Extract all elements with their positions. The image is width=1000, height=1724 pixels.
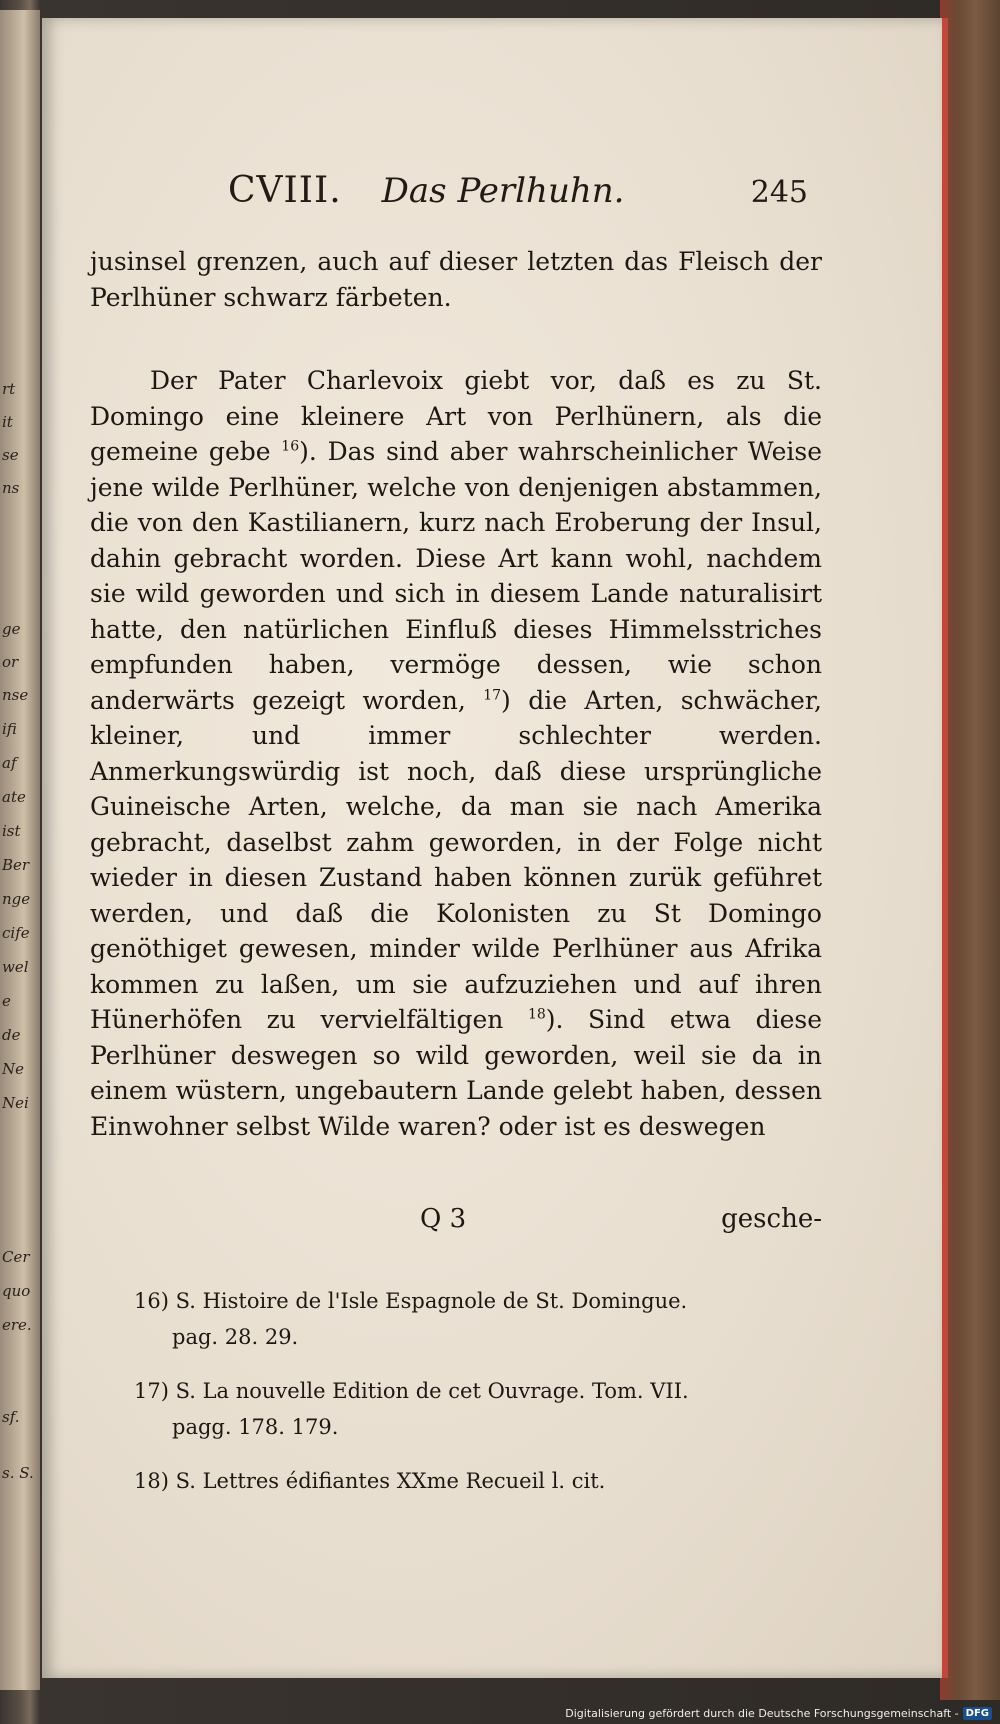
left-fragment: quo bbox=[2, 1284, 31, 1299]
running-header bbox=[228, 170, 808, 230]
footnote bbox=[134, 1373, 834, 1445]
footnote bbox=[134, 1463, 834, 1499]
text-run: Der Pater Charlevoix giebt vor, daß es zu St. Domingo eine kleinere Art von Perlhünern, als die gemeine gebe bbox=[90, 366, 822, 466]
left-fragment: ere. bbox=[2, 1318, 32, 1333]
page-number: 245 bbox=[750, 175, 808, 210]
left-fragment: ist bbox=[2, 824, 21, 839]
text-run: ). Sind etwa diese Perlhüner deswegen so wild geworden, weil sie da in einem wüstern, ungebautern Lande gelebt haben, dessen Einwohner selbst Wilde waren? oder ist es deswegen bbox=[90, 1005, 822, 1141]
signature-mark: Q 3 bbox=[420, 1204, 467, 1234]
footnote-number: 18) S. bbox=[134, 1469, 196, 1493]
text-run: ). Das sind aber wahrscheinlicher Weise jene wilde Perlhüner, welche von denjenigen abstammen, die von den Kastilianern, kurz nach Eroberung der Insul, dahin gebracht worden. Diese Art kann wohl, nachdem sie wild geworden und sich in diesem Lande naturalisirt hatte, den natürlichen Einfluß dieses Himmelsstriches empfunden haben, vermöge dessen, wie schon anderwärts gezeigt worden, bbox=[90, 437, 823, 715]
text-line: der Perlhüner schwarz färbeten. bbox=[90, 247, 822, 312]
footnotes bbox=[134, 1283, 834, 1517]
left-fragment: sf. bbox=[2, 1410, 20, 1425]
footnote bbox=[134, 1283, 834, 1355]
book-page bbox=[42, 18, 948, 1678]
footnote-text: Histoire de l'Isle Espagnole de St. Domingue. bbox=[202, 1289, 688, 1313]
left-fragment: nse bbox=[2, 688, 29, 703]
left-fragment: s. S. bbox=[2, 1466, 34, 1481]
left-fragment: nge bbox=[2, 892, 31, 907]
left-fragment: Ne bbox=[2, 1062, 25, 1077]
left-fragment: wel bbox=[2, 960, 29, 975]
left-fragment: Ber bbox=[2, 858, 30, 873]
catchword: gesche- bbox=[721, 1204, 822, 1234]
left-page-edge bbox=[0, 10, 40, 1690]
credit-text: Digitalisierung gefördert durch die Deutsche Forschungsgemeinschaft - bbox=[565, 1707, 959, 1720]
left-fragment: de bbox=[2, 1028, 21, 1043]
left-fragment: it bbox=[2, 415, 13, 430]
footnote-number: 17) S. bbox=[134, 1379, 196, 1403]
footnote-number: 16) S. bbox=[134, 1289, 196, 1313]
footnote-text: Lettres édifiantes XXme Recueil l. cit. bbox=[202, 1469, 606, 1493]
left-fragment: ns bbox=[2, 481, 20, 496]
text-line: jusinsel grenzen, auch auf dieser letzten das Fleisch bbox=[90, 247, 770, 276]
footnote-text: La nouvelle Edition de cet Ouvrage. Tom. VII. bbox=[202, 1379, 689, 1403]
paragraph bbox=[90, 244, 822, 315]
left-fragment: rt bbox=[2, 382, 16, 397]
footnote-continuation: pagg. 178. 179. bbox=[172, 1415, 339, 1439]
left-fragment: Cer bbox=[2, 1250, 30, 1265]
left-fragment: ge bbox=[2, 622, 21, 637]
body-text bbox=[90, 244, 822, 1144]
paragraph bbox=[90, 363, 822, 1144]
digitization-credit bbox=[565, 1707, 992, 1720]
footnote-continuation: pag. 28. 29. bbox=[172, 1325, 299, 1349]
footnote-ref[interactable]: 16 bbox=[281, 438, 300, 455]
signature-line bbox=[90, 1204, 822, 1234]
dfg-logo-icon: DFG bbox=[963, 1707, 992, 1720]
chapter-number: CVIII. bbox=[228, 170, 342, 211]
left-fragment: e bbox=[2, 994, 11, 1009]
footnote-ref[interactable]: 17 bbox=[483, 687, 502, 704]
text-run: ) die Arten, schwächer, kleiner, und immer schlechter werden. Anmerkungswürdig ist noch, daß diese ursprüngliche Guineische Arten, welche, da man sie nach Amerika gebracht, daselbst zahm geworden, in der Folge nicht wieder in diesen Zustand haben können zurük geführet werden, und daß die Kolonisten zu St Domingo genöthiget gewesen, minder wilde Perlhüner aus Afrika kommen zu laßen, um sie aufzuziehen und auf ihren Hünerhöfen zu vervielfältigen bbox=[90, 685, 822, 1034]
chapter-title: Das Perlhuhn. bbox=[381, 171, 625, 211]
left-fragment: Nei bbox=[2, 1096, 29, 1111]
left-fragment: ate bbox=[2, 790, 26, 805]
left-fragment: ifi bbox=[2, 722, 17, 737]
book-cover-edge bbox=[940, 0, 1000, 1700]
footnote-ref[interactable]: 18 bbox=[527, 1006, 546, 1023]
left-fragment: se bbox=[2, 448, 19, 463]
left-fragment: af bbox=[2, 756, 17, 771]
left-fragment: or bbox=[2, 655, 19, 670]
left-fragment: cife bbox=[2, 926, 30, 941]
